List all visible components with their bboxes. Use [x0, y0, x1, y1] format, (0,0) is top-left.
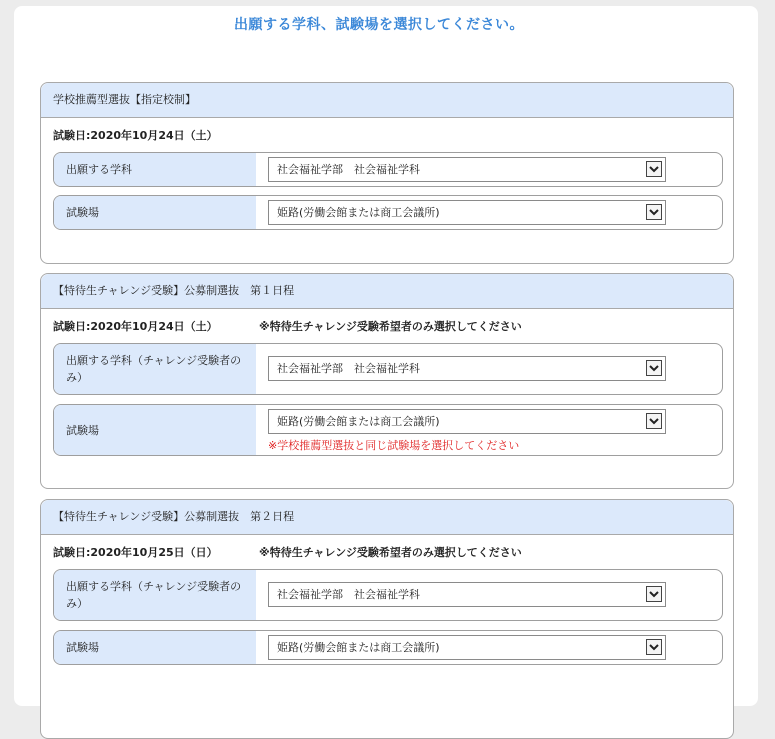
venue-select-value: 姫路(労働会館または商工会議所): [277, 641, 440, 654]
venue-select-value: 姫路(労働会館または商工会議所): [277, 415, 440, 428]
chevron-down-icon[interactable]: [646, 413, 662, 429]
section-header: 学校推薦型選抜【指定校制】: [41, 83, 733, 118]
chevron-down-icon[interactable]: [646, 161, 662, 177]
section-school-recommendation: [40, 82, 734, 264]
exam-note: ※特待生チャレンジ受験希望者のみ選択してください: [259, 546, 522, 559]
venue-select[interactable]: [268, 200, 666, 225]
exam-note: ※特待生チャレンジ受験希望者のみ選択してください: [259, 320, 522, 333]
section-challenge-day1: [40, 273, 734, 489]
venue-row: [53, 195, 723, 230]
department-select[interactable]: [268, 582, 666, 607]
department-row: [53, 343, 723, 395]
venue-label: 試験場: [54, 631, 256, 664]
exam-date: 試験日:2020年10月25日（日）: [53, 546, 218, 559]
venue-label: 試験場: [54, 405, 256, 455]
venue-warning: ※学校推薦型選抜と同じ試験場を選択してください: [268, 439, 520, 452]
venue-row: [53, 630, 723, 665]
section-challenge-day2: [40, 499, 734, 739]
section-header: 【特待生チャレンジ受験】公募制選抜 第１日程: [41, 274, 733, 309]
venue-select[interactable]: [268, 409, 666, 434]
department-select-value: 社会福祉学部 社会福祉学科: [277, 163, 420, 176]
chevron-down-icon[interactable]: [646, 360, 662, 376]
venue-row: [53, 404, 723, 456]
section-header: 【特待生チャレンジ受験】公募制選抜 第２日程: [41, 500, 733, 535]
department-select[interactable]: [268, 157, 666, 182]
department-label: 出願する学科（チャレンジ受験者のみ）: [54, 570, 256, 620]
exam-date: 試験日:2020年10月24日（土）: [53, 129, 218, 142]
venue-label: 試験場: [54, 196, 256, 229]
department-select-value: 社会福祉学部 社会福祉学科: [277, 362, 420, 375]
department-label: 出願する学科: [54, 153, 256, 186]
department-row: [53, 569, 723, 621]
department-select-value: 社会福祉学部 社会福祉学科: [277, 588, 420, 601]
page-title: 出願する学科、試験場を選択してください。: [234, 17, 524, 33]
chevron-down-icon[interactable]: [646, 586, 662, 602]
chevron-down-icon[interactable]: [646, 204, 662, 220]
department-select[interactable]: [268, 356, 666, 381]
department-row: [53, 152, 723, 187]
exam-date: 試験日:2020年10月24日（土）: [53, 320, 218, 333]
chevron-down-icon[interactable]: [646, 639, 662, 655]
venue-select-value: 姫路(労働会館または商工会議所): [277, 206, 440, 219]
department-label: 出願する学科（チャレンジ受験者のみ）: [54, 344, 256, 394]
venue-select[interactable]: [268, 635, 666, 660]
